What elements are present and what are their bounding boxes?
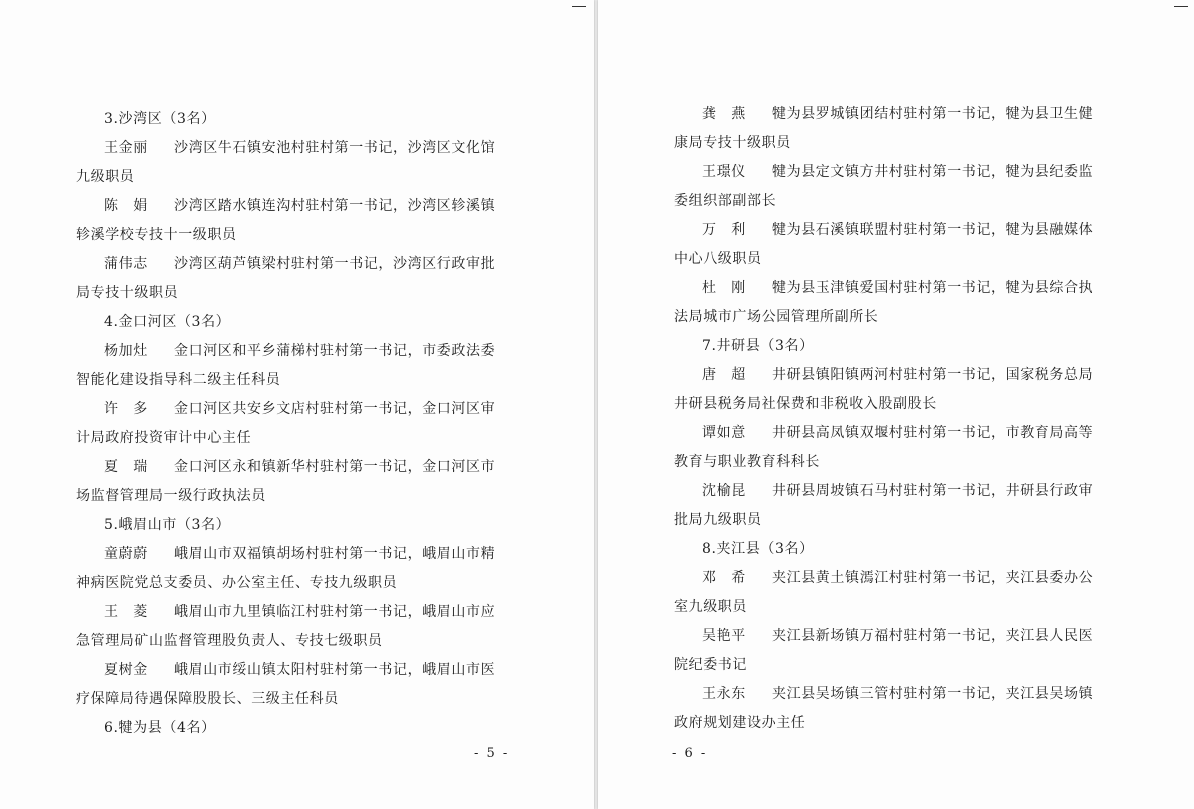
section-heading: 3.沙湾区（3名） <box>104 111 216 127</box>
appointee-position-continued: 轸溪学校专技十一级职员 <box>76 227 237 243</box>
appointee-entry <box>76 192 506 221</box>
appointee-name: 谭如意 <box>702 425 746 441</box>
appointee-position-continued: 院纪委书记 <box>674 657 747 673</box>
document-page-right <box>598 0 1194 809</box>
appointee-position-continued: 智能化建设指导科二级主任科员 <box>76 372 281 388</box>
appointee-position: 井研县周坡镇石马村驻村第一书记，井研县行政审 <box>772 483 1094 499</box>
appointee-entry <box>674 361 1104 390</box>
appointee-name: 王永东 <box>702 686 746 702</box>
appointee-name: 沈榆昆 <box>702 483 746 499</box>
appointee-entry <box>674 419 1104 448</box>
appointee-position: 犍为县定文镇方井村驻村第一书记，犍为县纪委监 <box>772 164 1094 180</box>
appointee-position: 井研县高凤镇双堰村驻村第一书记，市教育局高等 <box>772 425 1094 441</box>
appointee-name: 万 利 <box>702 222 746 238</box>
appointee-entry <box>674 100 1104 129</box>
appointee-name: 杜 刚 <box>702 280 746 296</box>
appointee-entry <box>674 564 1104 593</box>
appointee-entry <box>76 337 506 366</box>
appointee-name: 王 菱 <box>104 604 148 620</box>
page-number: - 6 - <box>672 746 708 761</box>
appointee-position-continued: 神病医院党总支委员、办公室主任、专技九级职员 <box>76 575 398 591</box>
appointee-name: 唐 超 <box>702 367 746 383</box>
appointee-position: 峨眉山市双福镇胡场村驻村第一书记，峨眉山市精 <box>174 546 496 562</box>
page-content <box>674 100 1104 738</box>
section-heading: 5.峨眉山市（3名） <box>104 517 231 533</box>
appointee-entry <box>76 395 506 424</box>
appointee-entry <box>76 453 506 482</box>
appointee-position: 夹江县黄土镇漹江村驻村第一书记，夹江县委办公 <box>772 570 1094 586</box>
appointee-position: 金口河区共安乡文店村驻村第一书记，金口河区审 <box>174 401 496 417</box>
appointee-name: 陈 娟 <box>104 198 148 214</box>
document-page-left <box>0 0 594 809</box>
appointee-position: 犍为县玉津镇爱国村驻村第一书记，犍为县综合执 <box>772 280 1094 296</box>
corner-mark <box>1174 6 1188 7</box>
appointee-name: 童蔚蔚 <box>104 546 148 562</box>
page-content <box>76 105 506 743</box>
appointee-position-continued: 法局城市广场公园管理所副所长 <box>674 309 879 325</box>
appointee-entry <box>76 656 506 685</box>
appointee-name: 夏 瑞 <box>104 459 148 475</box>
appointee-position-continued: 疗保障局待遇保障股股长、三级主任科员 <box>76 691 339 707</box>
appointee-position-continued: 批局九级职员 <box>674 512 762 528</box>
appointee-entry <box>674 680 1104 709</box>
appointee-position-continued: 计局政府投资审计中心主任 <box>76 430 252 446</box>
section-heading: 7.井研县（3名） <box>702 338 814 354</box>
appointee-position-continued: 康局专技十级职员 <box>674 135 791 151</box>
appointee-position: 峨眉山市绥山镇太阳村驻村第一书记，峨眉山市医 <box>174 662 496 678</box>
appointee-entry <box>674 216 1104 245</box>
appointee-position-continued: 场监督管理局一级行政执法员 <box>76 488 266 504</box>
appointee-position: 峨眉山市九里镇临江村驻村第一书记，峨眉山市应 <box>174 604 496 620</box>
appointee-position: 沙湾区踏水镇连沟村驻村第一书记，沙湾区轸溪镇 <box>174 198 496 214</box>
appointee-name: 王金丽 <box>104 140 148 156</box>
appointee-entry <box>76 598 506 627</box>
appointee-name: 吴艳平 <box>702 628 746 644</box>
appointee-entry <box>674 477 1104 506</box>
appointee-name: 邓 希 <box>702 570 746 586</box>
appointee-position-continued: 急管理局矿山监督管理股负责人、专技七级职员 <box>76 633 383 649</box>
appointee-position: 沙湾区牛石镇安池村驻村第一书记，沙湾区文化馆 <box>174 140 496 156</box>
appointee-position-continued: 局专技十级职员 <box>76 285 179 301</box>
appointee-position-continued: 委组织部副部长 <box>674 193 777 209</box>
appointee-position-continued: 中心八级职员 <box>674 251 762 267</box>
appointee-position: 犍为县石溪镇联盟村驻村第一书记，犍为县融媒体 <box>772 222 1094 238</box>
appointee-position-continued: 井研县税务局社保费和非税收入股副股长 <box>674 396 937 412</box>
page-number: - 5 - <box>474 746 510 761</box>
appointee-position: 金口河区永和镇新华村驻村第一书记，金口河区市 <box>174 459 496 475</box>
section-heading: 4.金口河区（3名） <box>104 314 231 330</box>
appointee-position: 沙湾区葫芦镇梁村驻村第一书记，沙湾区行政审批 <box>174 256 496 272</box>
appointee-entry <box>674 274 1104 303</box>
appointee-position: 井研县镇阳镇两河村驻村第一书记，国家税务总局 <box>772 367 1094 383</box>
appointee-position-continued: 室九级职员 <box>674 599 747 615</box>
appointee-position-continued: 教育与职业教育科科长 <box>674 454 820 470</box>
appointee-position: 犍为县罗城镇团结村驻村第一书记，犍为县卫生健 <box>772 106 1094 122</box>
appointee-name: 许 多 <box>104 401 148 417</box>
appointee-position-continued: 政府规划建设办主任 <box>674 715 806 731</box>
appointee-position: 夹江县吴场镇三管村驻村第一书记，夹江县吴场镇 <box>772 686 1094 702</box>
appointee-entry <box>76 250 506 279</box>
appointee-name: 夏树金 <box>104 662 148 678</box>
appointee-position: 夹江县新场镇万福村驻村第一书记，夹江县人民医 <box>772 628 1094 644</box>
section-heading: 6.犍为县（4名） <box>104 720 216 736</box>
appointee-name: 王璟仪 <box>702 164 746 180</box>
corner-mark <box>572 6 586 7</box>
appointee-entry <box>76 134 506 163</box>
appointee-name: 龚 燕 <box>702 106 746 122</box>
appointee-position-continued: 九级职员 <box>76 169 135 185</box>
appointee-entry <box>674 622 1104 651</box>
appointee-position: 金口河区和平乡蒲梯村驻村第一书记，市委政法委 <box>174 343 496 359</box>
appointee-name: 蒲伟志 <box>104 256 148 272</box>
appointee-entry <box>76 540 506 569</box>
appointee-entry <box>674 158 1104 187</box>
section-heading: 8.夹江县（3名） <box>702 541 814 557</box>
appointee-name: 杨加灶 <box>104 343 148 359</box>
